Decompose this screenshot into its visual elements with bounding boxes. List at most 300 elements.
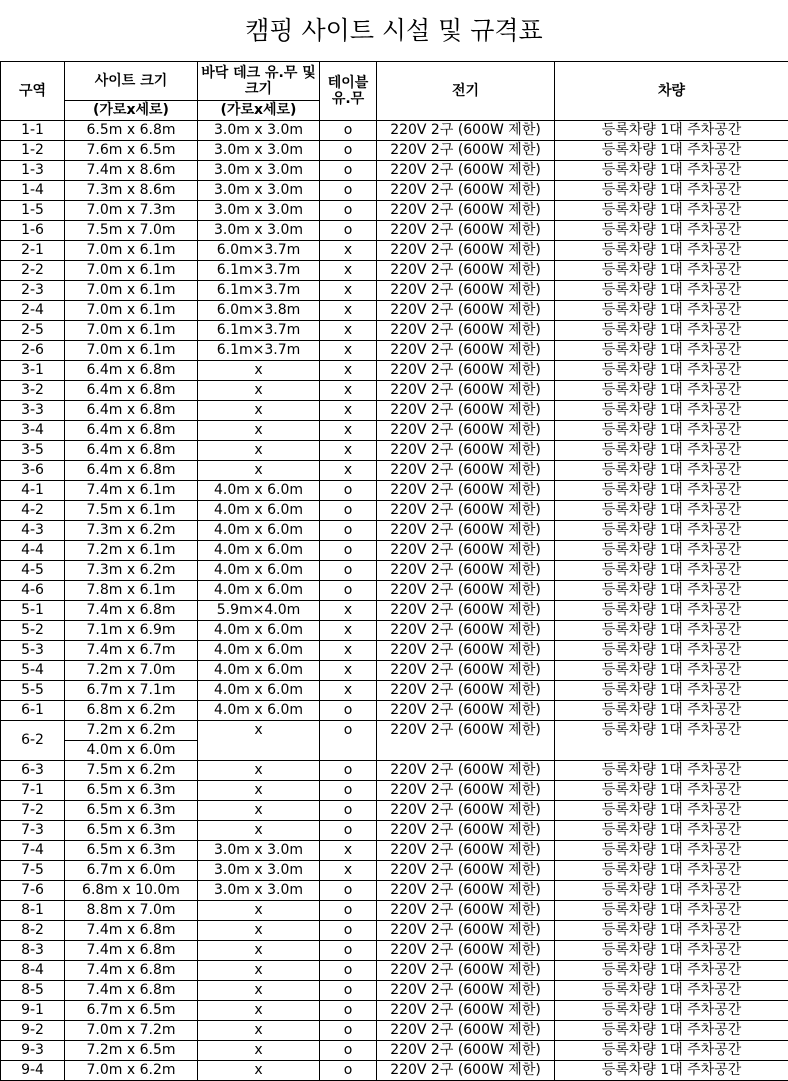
cell-power: 220V 2구 (600W 제한) xyxy=(377,781,555,801)
cell-site-size: 6.5m x 6.3m xyxy=(65,821,198,841)
cell-site-size: 7.0m x 6.1m xyxy=(65,341,198,361)
cell-deck: x xyxy=(198,1041,320,1061)
cell-power: 220V 2구 (600W 제한) xyxy=(377,961,555,981)
cell-zone: 7-6 xyxy=(1,881,65,901)
cell-deck: 4.0m x 6.0m xyxy=(198,661,320,681)
cell-site-size: 6.4m x 6.8m xyxy=(65,441,198,461)
cell-zone: 3-1 xyxy=(1,361,65,381)
cell-zone: 8-1 xyxy=(1,901,65,921)
cell-deck: 3.0m x 3.0m xyxy=(198,221,320,241)
cell-deck: x xyxy=(198,821,320,841)
cell-table: o xyxy=(320,701,377,721)
table-row xyxy=(1,141,788,161)
cell-power: 220V 2구 (600W 제한) xyxy=(377,461,555,481)
cell-zone: 3-4 xyxy=(1,421,65,441)
cell-zone: 8-2 xyxy=(1,921,65,941)
cell-table: o xyxy=(320,521,377,541)
table-row xyxy=(1,701,788,721)
cell-vehicle: 등록차량 1대 주차공간 xyxy=(555,1061,788,1081)
cell-zone: 6-2 xyxy=(1,721,65,761)
cell-table: x xyxy=(320,621,377,641)
cell-site-size: 8.8m x 7.0m xyxy=(65,901,198,921)
table-row xyxy=(1,661,788,681)
cell-vehicle: 등록차량 1대 주차공간 xyxy=(555,781,788,801)
cell-vehicle: 등록차량 1대 주차공간 xyxy=(555,921,788,941)
cell-power: 220V 2구 (600W 제한) xyxy=(377,401,555,421)
cell-vehicle: 등록차량 1대 주차공간 xyxy=(555,121,788,141)
cell-zone: 1-6 xyxy=(1,221,65,241)
cell-vehicle: 등록차량 1대 주차공간 xyxy=(555,1041,788,1061)
cell-deck: 3.0m x 3.0m xyxy=(198,861,320,881)
table-row xyxy=(1,621,788,641)
table-row xyxy=(1,161,788,181)
cell-table: x xyxy=(320,321,377,341)
cell-table: o xyxy=(320,821,377,841)
cell-power: 220V 2구 (600W 제한) xyxy=(377,821,555,841)
cell-zone: 7-3 xyxy=(1,821,65,841)
cell-zone: 1-5 xyxy=(1,201,65,221)
cell-zone: 2-5 xyxy=(1,321,65,341)
cell-table: o xyxy=(320,721,377,761)
cell-table: x xyxy=(320,441,377,461)
cell-table: o xyxy=(320,921,377,941)
header-table: 테이블 유.무 xyxy=(320,62,377,121)
cell-site-size: 7.4m x 6.8m xyxy=(65,961,198,981)
cell-table: x xyxy=(320,341,377,361)
cell-site-size: 6.7m x 7.1m xyxy=(65,681,198,701)
cell-power: 220V 2구 (600W 제한) xyxy=(377,941,555,961)
cell-table: o xyxy=(320,181,377,201)
cell-site-size: 7.4m x 6.8m xyxy=(65,921,198,941)
cell-power: 220V 2구 (600W 제한) xyxy=(377,621,555,641)
cell-power: 220V 2구 (600W 제한) xyxy=(377,701,555,721)
cell-deck: 3.0m x 3.0m xyxy=(198,141,320,161)
cell-table: x xyxy=(320,421,377,441)
cell-power: 220V 2구 (600W 제한) xyxy=(377,441,555,461)
cell-vehicle: 등록차량 1대 주차공간 xyxy=(555,961,788,981)
cell-site-size: 6.4m x 6.8m xyxy=(65,361,198,381)
cell-site-size: 4.0m x 6.0m xyxy=(65,741,198,761)
cell-table: x xyxy=(320,841,377,861)
table-row xyxy=(1,781,788,801)
cell-table: o xyxy=(320,561,377,581)
table-row xyxy=(1,641,788,661)
cell-site-size: 6.4m x 6.8m xyxy=(65,401,198,421)
cell-zone: 4-3 xyxy=(1,521,65,541)
cell-table: o xyxy=(320,1061,377,1081)
cell-vehicle: 등록차량 1대 주차공간 xyxy=(555,221,788,241)
cell-power: 220V 2구 (600W 제한) xyxy=(377,361,555,381)
cell-vehicle: 등록차량 1대 주차공간 xyxy=(555,341,788,361)
cell-zone: 9-4 xyxy=(1,1061,65,1081)
cell-site-size: 7.5m x 6.1m xyxy=(65,501,198,521)
cell-power: 220V 2구 (600W 제한) xyxy=(377,1061,555,1081)
cell-deck: x xyxy=(198,961,320,981)
table-row xyxy=(1,981,788,1001)
cell-site-size: 7.3m x 6.2m xyxy=(65,561,198,581)
table-row xyxy=(1,561,788,581)
cell-power: 220V 2구 (600W 제한) xyxy=(377,281,555,301)
cell-site-size: 7.0m x 6.1m xyxy=(65,281,198,301)
cell-vehicle: 등록차량 1대 주차공간 xyxy=(555,461,788,481)
cell-deck: x xyxy=(198,781,320,801)
cell-table: o xyxy=(320,881,377,901)
cell-site-size: 6.4m x 6.8m xyxy=(65,461,198,481)
table-row xyxy=(1,401,788,421)
cell-table: o xyxy=(320,781,377,801)
cell-vehicle: 등록차량 1대 주차공간 xyxy=(555,401,788,421)
cell-table: x xyxy=(320,601,377,621)
table-row xyxy=(1,261,788,281)
cell-table: x xyxy=(320,381,377,401)
cell-deck: x xyxy=(198,901,320,921)
cell-power: 220V 2구 (600W 제한) xyxy=(377,381,555,401)
cell-deck: x xyxy=(198,1061,320,1081)
cell-zone: 6-1 xyxy=(1,701,65,721)
cell-vehicle: 등록차량 1대 주차공간 xyxy=(555,321,788,341)
table-row xyxy=(1,861,788,881)
cell-zone: 7-5 xyxy=(1,861,65,881)
cell-site-size: 6.5m x 6.3m xyxy=(65,801,198,821)
cell-table: o xyxy=(320,1001,377,1021)
header-zone: 구역 xyxy=(1,62,65,121)
cell-site-size: 7.4m x 6.7m xyxy=(65,641,198,661)
cell-vehicle: 등록차량 1대 주차공간 xyxy=(555,661,788,681)
cell-deck: 6.1m×3.7m xyxy=(198,321,320,341)
cell-deck: 4.0m x 6.0m xyxy=(198,541,320,561)
table-row xyxy=(1,681,788,701)
cell-table: o xyxy=(320,141,377,161)
cell-deck: 6.1m×3.7m xyxy=(198,261,320,281)
cell-vehicle: 등록차량 1대 주차공간 xyxy=(555,201,788,221)
cell-vehicle: 등록차량 1대 주차공간 xyxy=(555,561,788,581)
cell-site-size: 7.0m x 6.1m xyxy=(65,241,198,261)
cell-vehicle: 등록차량 1대 주차공간 xyxy=(555,941,788,961)
table-row xyxy=(1,841,788,861)
cell-vehicle: 등록차량 1대 주차공간 xyxy=(555,1021,788,1041)
cell-table: o xyxy=(320,801,377,821)
cell-zone: 8-4 xyxy=(1,961,65,981)
cell-deck: x xyxy=(198,1021,320,1041)
cell-power: 220V 2구 (600W 제한) xyxy=(377,121,555,141)
table-row xyxy=(1,501,788,521)
table-row xyxy=(1,881,788,901)
table-row xyxy=(1,541,788,561)
cell-power: 220V 2구 (600W 제한) xyxy=(377,841,555,861)
cell-power: 220V 2구 (600W 제한) xyxy=(377,481,555,501)
cell-zone: 5-4 xyxy=(1,661,65,681)
cell-power: 220V 2구 (600W 제한) xyxy=(377,241,555,261)
table-row xyxy=(1,421,788,441)
cell-zone: 3-5 xyxy=(1,441,65,461)
table-row xyxy=(1,461,788,481)
cell-zone: 3-6 xyxy=(1,461,65,481)
cell-table: x xyxy=(320,361,377,381)
cell-zone: 3-2 xyxy=(1,381,65,401)
cell-table: o xyxy=(320,961,377,981)
cell-vehicle: 등록차량 1대 주차공간 xyxy=(555,581,788,601)
table-row xyxy=(1,301,788,321)
table-row xyxy=(1,181,788,201)
cell-deck: 3.0m x 3.0m xyxy=(198,841,320,861)
cell-vehicle: 등록차량 1대 주차공간 xyxy=(555,681,788,701)
cell-zone: 2-6 xyxy=(1,341,65,361)
table-row xyxy=(1,241,788,261)
cell-power: 220V 2구 (600W 제한) xyxy=(377,501,555,521)
cell-zone: 5-1 xyxy=(1,601,65,621)
cell-deck: x xyxy=(198,801,320,821)
cell-power: 220V 2구 (600W 제한) xyxy=(377,421,555,441)
cell-deck: 4.0m x 6.0m xyxy=(198,521,320,541)
spec-table xyxy=(0,61,788,1081)
cell-power: 220V 2구 (600W 제한) xyxy=(377,681,555,701)
header-vehicle: 차량 xyxy=(555,62,788,121)
cell-site-size: 7.0m x 6.1m xyxy=(65,301,198,321)
cell-power: 220V 2구 (600W 제한) xyxy=(377,801,555,821)
cell-table: o xyxy=(320,201,377,221)
header-power: 전기 xyxy=(377,62,555,121)
cell-site-size: 7.0m x 6.1m xyxy=(65,261,198,281)
cell-table: x xyxy=(320,401,377,421)
cell-power: 220V 2구 (600W 제한) xyxy=(377,901,555,921)
cell-site-size: 7.2m x 6.5m xyxy=(65,1041,198,1061)
cell-site-size: 6.5m x 6.3m xyxy=(65,841,198,861)
table-row xyxy=(1,321,788,341)
cell-deck: x xyxy=(198,981,320,1001)
cell-table: x xyxy=(320,241,377,261)
table-row xyxy=(1,341,788,361)
table-row xyxy=(1,601,788,621)
cell-power: 220V 2구 (600W 제한) xyxy=(377,921,555,941)
cell-site-size: 7.1m x 6.9m xyxy=(65,621,198,641)
cell-power: 220V 2구 (600W 제한) xyxy=(377,261,555,281)
cell-deck: 4.0m x 6.0m xyxy=(198,681,320,701)
cell-deck: 3.0m x 3.0m xyxy=(198,121,320,141)
table-row xyxy=(1,521,788,541)
cell-power: 220V 2구 (600W 제한) xyxy=(377,541,555,561)
cell-deck: 4.0m x 6.0m xyxy=(198,581,320,601)
cell-table: x xyxy=(320,641,377,661)
cell-zone: 2-3 xyxy=(1,281,65,301)
cell-power: 220V 2구 (600W 제한) xyxy=(377,601,555,621)
cell-site-size: 7.2m x 7.0m xyxy=(65,661,198,681)
cell-vehicle: 등록차량 1대 주차공간 xyxy=(555,481,788,501)
cell-table: x xyxy=(320,681,377,701)
cell-deck: x xyxy=(198,921,320,941)
cell-site-size: 7.6m x 6.5m xyxy=(65,141,198,161)
cell-power: 220V 2구 (600W 제한) xyxy=(377,1021,555,1041)
cell-vehicle: 등록차량 1대 주차공간 xyxy=(555,301,788,321)
cell-vehicle: 등록차량 1대 주차공간 xyxy=(555,141,788,161)
cell-vehicle: 등록차량 1대 주차공간 xyxy=(555,641,788,661)
cell-vehicle: 등록차량 1대 주차공간 xyxy=(555,881,788,901)
cell-site-size: 7.8m x 6.1m xyxy=(65,581,198,601)
cell-table: o xyxy=(320,161,377,181)
cell-power: 220V 2구 (600W 제한) xyxy=(377,581,555,601)
cell-deck: 4.0m x 6.0m xyxy=(198,641,320,661)
cell-vehicle: 등록차량 1대 주차공간 xyxy=(555,721,788,761)
cell-power: 220V 2구 (600W 제한) xyxy=(377,321,555,341)
cell-table: o xyxy=(320,1041,377,1061)
table-row xyxy=(1,361,788,381)
cell-zone: 2-4 xyxy=(1,301,65,321)
cell-table: x xyxy=(320,461,377,481)
cell-table: o xyxy=(320,761,377,781)
cell-deck: 5.9m×4.0m xyxy=(198,601,320,621)
cell-table: o xyxy=(320,541,377,561)
cell-zone: 3-3 xyxy=(1,401,65,421)
cell-deck: 4.0m x 6.0m xyxy=(198,481,320,501)
cell-site-size: 6.4m x 6.8m xyxy=(65,381,198,401)
header-deck-sub: (가로x세로) xyxy=(198,101,320,121)
cell-vehicle: 등록차량 1대 주차공간 xyxy=(555,501,788,521)
cell-zone: 7-1 xyxy=(1,781,65,801)
header-deck: 바닥 데크 유.무 및 크기 xyxy=(198,62,320,101)
cell-vehicle: 등록차량 1대 주차공간 xyxy=(555,861,788,881)
cell-site-size: 6.7m x 6.0m xyxy=(65,861,198,881)
cell-deck: 6.1m×3.7m xyxy=(198,341,320,361)
cell-vehicle: 등록차량 1대 주차공간 xyxy=(555,421,788,441)
cell-deck: 3.0m x 3.0m xyxy=(198,181,320,201)
cell-site-size: 7.0m x 6.2m xyxy=(65,1061,198,1081)
cell-site-size: 7.4m x 6.8m xyxy=(65,601,198,621)
cell-site-size: 6.7m x 6.5m xyxy=(65,1001,198,1021)
cell-site-size: 6.8m x 6.2m xyxy=(65,701,198,721)
cell-table: x xyxy=(320,301,377,321)
cell-site-size: 7.0m x 7.2m xyxy=(65,1021,198,1041)
table-row xyxy=(1,801,788,821)
cell-deck: x xyxy=(198,441,320,461)
cell-vehicle: 등록차량 1대 주차공간 xyxy=(555,361,788,381)
cell-vehicle: 등록차량 1대 주차공간 xyxy=(555,541,788,561)
cell-zone: 6-3 xyxy=(1,761,65,781)
cell-zone: 1-1 xyxy=(1,121,65,141)
cell-power: 220V 2구 (600W 제한) xyxy=(377,181,555,201)
cell-table: o xyxy=(320,221,377,241)
table-row xyxy=(1,121,788,141)
cell-table: o xyxy=(320,1021,377,1041)
cell-zone: 8-3 xyxy=(1,941,65,961)
cell-zone: 8-5 xyxy=(1,981,65,1001)
cell-vehicle: 등록차량 1대 주차공간 xyxy=(555,441,788,461)
cell-zone: 9-1 xyxy=(1,1001,65,1021)
table-row xyxy=(1,1021,788,1041)
cell-zone: 4-4 xyxy=(1,541,65,561)
header-row xyxy=(1,62,788,101)
cell-table: x xyxy=(320,661,377,681)
cell-site-size: 6.5m x 6.3m xyxy=(65,781,198,801)
table-row xyxy=(1,821,788,841)
cell-vehicle: 등록차량 1대 주차공간 xyxy=(555,181,788,201)
cell-deck: 4.0m x 6.0m xyxy=(198,701,320,721)
cell-vehicle: 등록차량 1대 주차공간 xyxy=(555,381,788,401)
cell-zone: 9-2 xyxy=(1,1021,65,1041)
cell-deck: 6.1m×3.7m xyxy=(198,281,320,301)
cell-zone: 4-6 xyxy=(1,581,65,601)
cell-site-size: 7.4m x 6.8m xyxy=(65,981,198,1001)
cell-power: 220V 2구 (600W 제한) xyxy=(377,561,555,581)
cell-power: 220V 2구 (600W 제한) xyxy=(377,341,555,361)
cell-vehicle: 등록차량 1대 주차공간 xyxy=(555,901,788,921)
cell-deck: x xyxy=(198,461,320,481)
cell-deck: x xyxy=(198,421,320,441)
table-row xyxy=(1,721,788,741)
cell-deck: 3.0m x 3.0m xyxy=(198,881,320,901)
table-row xyxy=(1,201,788,221)
cell-site-size: 7.3m x 6.2m xyxy=(65,521,198,541)
cell-vehicle: 등록차량 1대 주차공간 xyxy=(555,241,788,261)
cell-deck: x xyxy=(198,381,320,401)
cell-zone: 4-5 xyxy=(1,561,65,581)
cell-zone: 4-2 xyxy=(1,501,65,521)
cell-power: 220V 2구 (600W 제한) xyxy=(377,981,555,1001)
cell-deck: x xyxy=(198,761,320,781)
table-row xyxy=(1,581,788,601)
header-size-sub: (가로x세로) xyxy=(65,101,198,121)
cell-zone: 2-1 xyxy=(1,241,65,261)
cell-table: o xyxy=(320,121,377,141)
cell-deck: 4.0m x 6.0m xyxy=(198,621,320,641)
cell-deck: 3.0m x 3.0m xyxy=(198,201,320,221)
cell-vehicle: 등록차량 1대 주차공간 xyxy=(555,801,788,821)
table-row xyxy=(1,1001,788,1021)
cell-vehicle: 등록차량 1대 주차공간 xyxy=(555,521,788,541)
table-row xyxy=(1,381,788,401)
cell-vehicle: 등록차량 1대 주차공간 xyxy=(555,981,788,1001)
cell-zone: 4-1 xyxy=(1,481,65,501)
table-row xyxy=(1,481,788,501)
cell-vehicle: 등록차량 1대 주차공간 xyxy=(555,281,788,301)
cell-power: 220V 2구 (600W 제한) xyxy=(377,881,555,901)
cell-power: 220V 2구 (600W 제한) xyxy=(377,641,555,661)
cell-power: 220V 2구 (600W 제한) xyxy=(377,301,555,321)
cell-table: o xyxy=(320,981,377,1001)
cell-power: 220V 2구 (600W 제한) xyxy=(377,1001,555,1021)
table-row xyxy=(1,961,788,981)
cell-site-size: 6.5m x 6.8m xyxy=(65,121,198,141)
cell-vehicle: 등록차량 1대 주차공간 xyxy=(555,161,788,181)
table-row xyxy=(1,941,788,961)
cell-table: x xyxy=(320,281,377,301)
cell-vehicle: 등록차량 1대 주차공간 xyxy=(555,1001,788,1021)
cell-deck: 6.0m×3.7m xyxy=(198,241,320,261)
page-title: 캠핑 사이트 시설 및 규격표 xyxy=(0,0,788,61)
cell-power: 220V 2구 (600W 제한) xyxy=(377,141,555,161)
cell-power: 220V 2구 (600W 제한) xyxy=(377,201,555,221)
cell-deck: x xyxy=(198,721,320,761)
table-row xyxy=(1,221,788,241)
cell-table: o xyxy=(320,581,377,601)
cell-site-size: 7.2m x 6.1m xyxy=(65,541,198,561)
cell-vehicle: 등록차량 1대 주차공간 xyxy=(555,701,788,721)
cell-power: 220V 2구 (600W 제한) xyxy=(377,1041,555,1061)
cell-deck: x xyxy=(198,941,320,961)
cell-zone: 5-2 xyxy=(1,621,65,641)
cell-deck: x xyxy=(198,401,320,421)
cell-deck: x xyxy=(198,361,320,381)
cell-power: 220V 2구 (600W 제한) xyxy=(377,161,555,181)
cell-zone: 7-4 xyxy=(1,841,65,861)
cell-vehicle: 등록차량 1대 주차공간 xyxy=(555,621,788,641)
cell-power: 220V 2구 (600W 제한) xyxy=(377,661,555,681)
cell-table: o xyxy=(320,901,377,921)
cell-table: x xyxy=(320,861,377,881)
cell-table: o xyxy=(320,941,377,961)
cell-zone: 2-2 xyxy=(1,261,65,281)
cell-site-size: 6.8m x 10.0m xyxy=(65,881,198,901)
cell-deck: 3.0m x 3.0m xyxy=(198,161,320,181)
cell-deck: x xyxy=(198,1001,320,1021)
